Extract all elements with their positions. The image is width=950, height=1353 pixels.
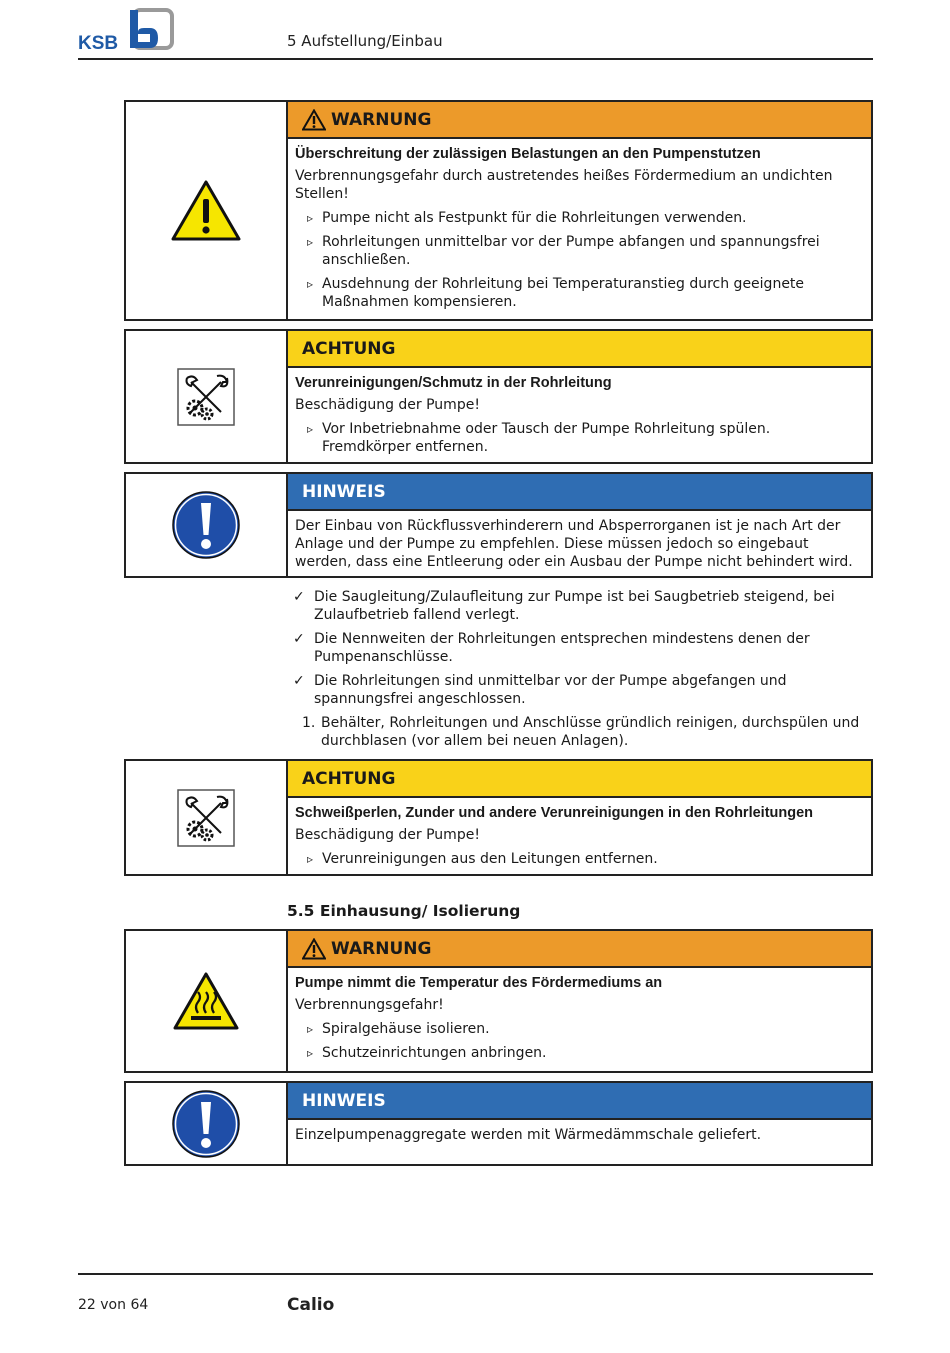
list-item: ▹ Rohrleitungen unmittelbar vor der Pumpe abfangen und spannungsfrei anschließen. <box>295 233 863 269</box>
notice-text: Beschädigung der Pumpe! <box>295 397 480 413</box>
page-number: 22 von 64 <box>78 1297 149 1313</box>
notice-icon-cell <box>126 331 288 462</box>
check-icon: ✓ <box>293 589 305 605</box>
footer-rule <box>78 1273 873 1275</box>
warning-small-icon <box>302 938 326 960</box>
info-notice-backflow <box>124 472 873 578</box>
list-item: ▹ Spiralgehäuse isolieren. <box>295 1020 863 1038</box>
warning-notice-temperature <box>124 929 873 1073</box>
requirement-item <box>293 672 863 708</box>
notice-text: Verbrennungsgefahr! <box>295 997 444 1013</box>
notice-icon-cell <box>126 931 288 1071</box>
mandatory-exclamation-icon <box>171 1089 241 1159</box>
requirement-text: Die Nennweiten der Rohrleitungen entsprechen mindestens denen der Pumpenanschlüsse. <box>314 631 810 665</box>
chapter-title: 5 Aufstellung/Einbau <box>287 32 443 50</box>
notice-label: ACHTUNG <box>302 338 396 359</box>
info-notice-insulation <box>124 1081 873 1166</box>
step-number: 1. <box>302 715 316 731</box>
notice-label: ACHTUNG <box>302 768 396 789</box>
notice-icon-cell <box>126 474 288 576</box>
notice-icon-cell <box>126 102 288 319</box>
notice-label: WARNUNG <box>331 109 432 130</box>
notice-title: Verunreinigungen/Schmutz in der Rohrleitung <box>295 375 612 391</box>
notice-label: HINWEIS <box>302 1090 386 1111</box>
product-name: Calio <box>287 1295 335 1315</box>
list-item: ▹ Pumpe nicht als Festpunkt für die Rohrleitungen verwenden. <box>295 209 863 227</box>
step-text: Behälter, Rohrleitungen und Anschlüsse gründlich reinigen, durchspülen und durchblasen (vor allem bei neuen Anlagen). <box>321 715 860 749</box>
attention-notice-welding <box>124 759 873 876</box>
list-item: ▹ Verunreinigungen aus den Leitungen entfernen. <box>295 850 863 868</box>
notice-title: Überschreitung der zulässigen Belastungen an den Pumpenstutzen <box>295 146 761 162</box>
tools-gears-icon <box>177 368 235 426</box>
list-item: ▹ Schutzeinrichtungen anbringen. <box>295 1044 863 1062</box>
notice-title: Pumpe nimmt die Temperatur des Fördermediums an <box>295 975 663 991</box>
list-item: ▹ Vor Inbetriebnahme oder Tausch der Pumpe Rohrleitung spülen. Fremdkörper entfernen. <box>295 420 863 456</box>
header-rule <box>78 58 873 60</box>
requirement-text: Die Rohrleitungen sind unmittelbar vor der Pumpe abgefangen und spannungsfrei angeschlossen. <box>314 673 787 707</box>
notice-icon-cell <box>126 761 288 874</box>
list-item: ▹ Ausdehnung der Rohrleitung bei Temperaturanstieg durch geeignete Maßnahmen kompensieren. <box>295 275 863 311</box>
section-heading: 5.5 Einhausung/ Isolierung <box>287 902 521 920</box>
notice-label-bar <box>288 761 871 798</box>
warning-small-icon <box>302 109 326 131</box>
notice-icon-cell <box>126 1083 288 1164</box>
requirement-text: Die Saugleitung/Zulaufleitung zur Pumpe ist bei Saugbetrieb steigend, bei Zulaufbetrieb fallend verlegt. <box>314 589 835 623</box>
svg-text:KSB: KSB <box>78 33 119 52</box>
hot-surface-icon <box>172 971 240 1031</box>
notice-text: Verbrennungsgefahr durch austretendes heißes Fördermedium an undichten Stellen! <box>295 168 833 202</box>
step-item <box>293 714 863 750</box>
notice-label-bar <box>288 331 871 368</box>
notice-text: Beschädigung der Pumpe! <box>295 827 480 843</box>
requirements-list <box>293 588 863 756</box>
mandatory-exclamation-icon <box>171 490 241 560</box>
ksb-logo <box>78 8 178 52</box>
notice-title: Schweißperlen, Zunder und andere Verunreinigungen in den Rohrleitungen <box>295 805 814 821</box>
notice-label-bar <box>288 1083 871 1120</box>
notice-label: WARNUNG <box>331 938 432 959</box>
notice-text: Einzelpumpenaggregate werden mit Wärmedämmschale geliefert. <box>295 1127 762 1143</box>
tools-gears-icon <box>177 789 235 847</box>
notice-text: Der Einbau von Rückflussverhinderern und Absperrorganen ist je nach Art der Anlage und der Pumpe zu empfehlen. Diese müssen jedoch so eingebaut werden, dass eine Entleerung oder ein Ausbau der Pumpe nicht behindert wird. <box>295 518 853 570</box>
requirement-item <box>293 588 863 624</box>
check-icon: ✓ <box>293 631 305 647</box>
check-icon: ✓ <box>293 673 305 689</box>
notice-label-bar <box>288 102 871 139</box>
warning-notice-load <box>124 100 873 321</box>
notice-label: HINWEIS <box>302 481 386 502</box>
notice-label-bar <box>288 474 871 511</box>
attention-notice-dirt <box>124 329 873 464</box>
notice-label-bar <box>288 931 871 968</box>
warning-triangle-icon <box>170 179 242 243</box>
requirement-item <box>293 630 863 666</box>
